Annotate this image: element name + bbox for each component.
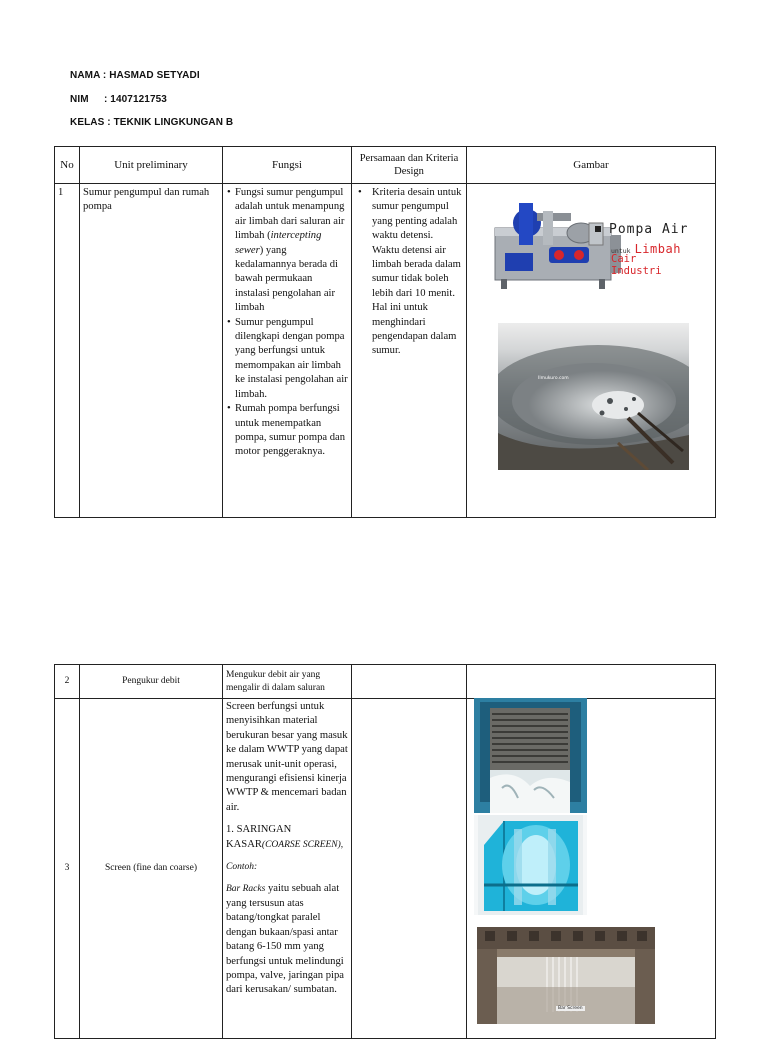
fungsi-paragraph: Bar Racks yaitu sebuah alat yang tersusun atas batang/tongkat paralel dengan bukaan/spasi antar batang 6-150 mm yang berfungsi untuk melindungi pompa, valve, jaringan pipa dari kerusakan/ sumbatan. — [226, 883, 344, 996]
kriteria-cell — [352, 699, 467, 1039]
fine-screen-render — [474, 815, 587, 915]
nim-label: NIM — [70, 94, 89, 105]
col-header-unit: Unit preliminary — [80, 147, 223, 184]
fungsi-paragraph: Screen berfungsi untuk menyisihkan material berukuran besar yang masuk ke dalam WWTP yang dapat merusak unit-unit operasi, mengurangi efisiensi kinerja WWTP & mencemari badan air. — [226, 701, 348, 813]
kriteria-cell — [352, 665, 467, 699]
col-header-gambar: Gambar — [467, 147, 716, 184]
row-number: 3 — [55, 699, 80, 1039]
unit-name: Screen (fine dan coarse) — [80, 699, 223, 1039]
col-header-fungsi: Fungsi — [223, 147, 352, 184]
student-name: NAMA : HASMAD SETYADI — [70, 70, 200, 81]
pump-image-subtitle-2: Cair Industri — [611, 253, 662, 277]
photo-watermark: Ilmukuro.com — [538, 376, 569, 381]
fungsi-cell — [223, 699, 352, 1039]
unit-name: Pengukur debit — [80, 665, 223, 699]
table-header-row — [55, 147, 716, 184]
pump-image-subtitle: untuk Limbah — [611, 242, 681, 256]
fungsi-heading: 1. SARINGAN KASAR(COARSE SCREEN), — [226, 824, 344, 850]
pump-image-title: Pompa Air — [609, 222, 689, 237]
bar-screen-caption: Bar Screen — [558, 1006, 583, 1011]
bar-screen-photo — [477, 927, 655, 1024]
col-header-no: No — [55, 147, 80, 184]
drum-screen-photo — [474, 698, 587, 813]
table-row — [55, 665, 716, 699]
fungsi-cell — [223, 184, 352, 518]
fungsi-bullet: • Sumur pengumpul dilengkapi dengan pompa yang berfungsi untuk memompakan air limbah ke instalasi pengolahan air limbah. — [226, 316, 348, 402]
student-class: KELAS : TEKNIK LINGKUNGAN B — [70, 117, 234, 128]
kriteria-bullet: • Kriteria desain untuk sumur pengumpul yang penting adalah waktu detensi. Waktu detensi air limbah berada dalam sumur tidak boleh lebih dari 10 menit. Hal ini untuk menghindari pengendapan dalam sumur. — [355, 186, 463, 359]
nim-value: : 1407121753 — [104, 94, 167, 105]
row-number: 1 — [55, 184, 80, 518]
kriteria-cell — [352, 184, 467, 518]
student-nim — [70, 94, 167, 105]
fungsi-example-label: Contoh: — [226, 862, 258, 873]
fungsi-cell: Mengukur debit air yang mengalir di dalam saluran — [223, 665, 352, 699]
row-number: 2 — [55, 665, 80, 699]
fungsi-bullet: • Fungsi sumur pengumpul adalah untuk menampung air limbah dari saluran air limbah (intercepting sewer) yang kedalamannya berada di bawah permukaan instalasi pengolahan air limbah — [226, 186, 348, 316]
collection-well-photo — [498, 323, 689, 470]
unit-name: Sumur pengumpul dan rumah pompa — [80, 184, 223, 518]
gambar-cell — [467, 665, 716, 699]
pump-unit-image — [493, 193, 693, 293]
col-header-kriteria: Persamaan dan Kriteria Design — [352, 147, 467, 184]
fungsi-bullet: • Rumah pompa berfungsi untuk menempatkan pompa, sumur pompa dan motor penggeraknya. — [226, 402, 348, 460]
